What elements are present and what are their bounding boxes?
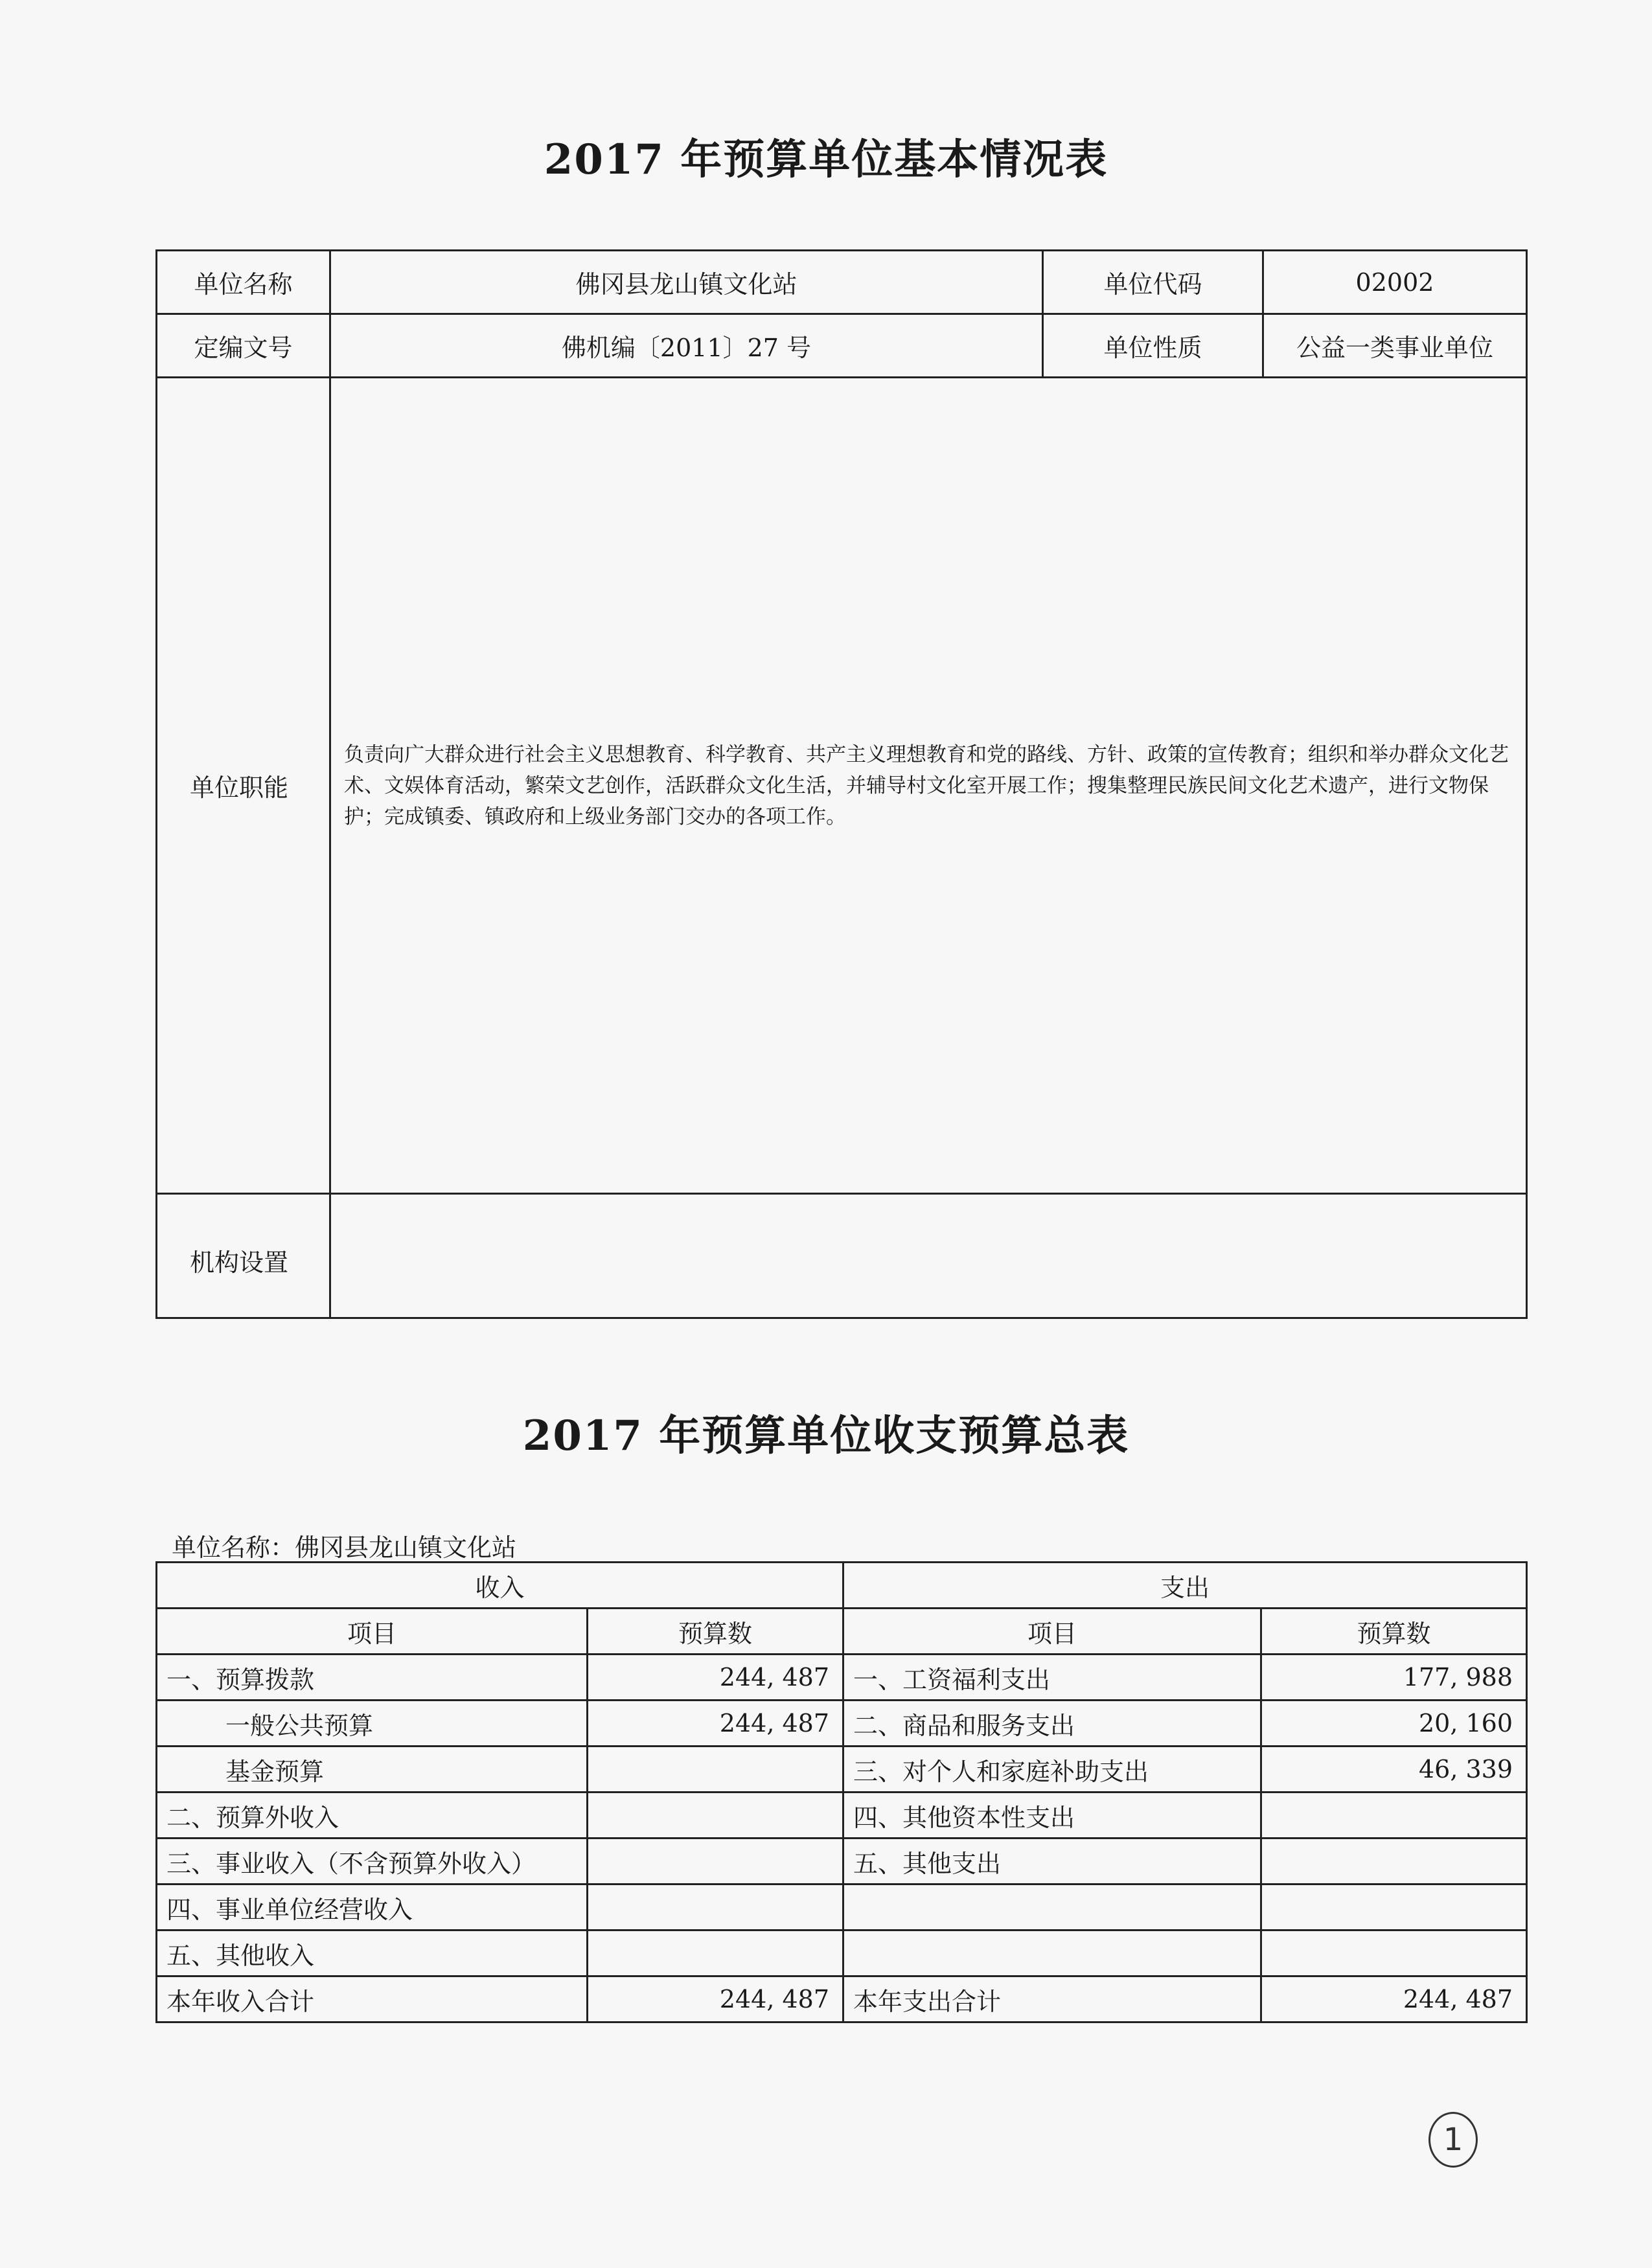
unit-code-label: 单位代码 bbox=[1043, 251, 1263, 314]
table-row bbox=[157, 1793, 1527, 1838]
expense-amount bbox=[1261, 1884, 1527, 1930]
table-row bbox=[157, 1930, 1527, 1976]
expense-item: 一、工资福利支出 bbox=[843, 1655, 1261, 1701]
income-item-header: 项目 bbox=[157, 1609, 588, 1655]
expense-amount bbox=[1261, 1838, 1527, 1884]
expense-total-amount: 244, 487 bbox=[1261, 1976, 1527, 2022]
unit-name-label: 单位名称 bbox=[157, 251, 330, 314]
income-amount bbox=[588, 1884, 843, 1930]
table-row bbox=[157, 1701, 1527, 1747]
table-row bbox=[157, 1838, 1527, 1884]
income-amount bbox=[588, 1793, 843, 1838]
income-item: 一、预算拨款 bbox=[157, 1655, 588, 1701]
expense-amount: 20, 160 bbox=[1261, 1701, 1527, 1747]
unit-name-value: 佛冈县龙山镇文化站 bbox=[330, 251, 1043, 314]
table-row bbox=[157, 1655, 1527, 1701]
function-text: 负责向广大群众进行社会主义思想教育、科学教育、共产主义理想教育和党的路线、方针、政策的宣传教育；组织和举办群众文化艺术、文娱体育活动，繁荣文艺创作，活跃群众文化生活，并辅导村文化室开展工作；搜集整理民族民间文化艺术遗产，进行文物保护；完成镇委、镇政府和上级业务部门交办的各项工作。 bbox=[330, 378, 1527, 1194]
expense-item bbox=[843, 1930, 1261, 1976]
table-row bbox=[157, 378, 1527, 1194]
expense-total-label: 本年支出合计 bbox=[843, 1976, 1261, 2022]
income-header: 收入 bbox=[157, 1563, 843, 1609]
table-row bbox=[157, 251, 1527, 314]
expense-item: 四、其他资本性支出 bbox=[843, 1793, 1261, 1838]
expense-item: 三、对个人和家庭补助支出 bbox=[843, 1747, 1261, 1793]
income-amount bbox=[588, 1838, 843, 1884]
table-header-row bbox=[157, 1609, 1527, 1655]
budget-summary-title: 2017 年预算单位收支预算总表 bbox=[522, 1412, 1130, 1460]
expense-amount bbox=[1261, 1930, 1527, 1976]
income-amount: 244, 487 bbox=[588, 1701, 843, 1747]
page-number-circle: 1 bbox=[1428, 2112, 1478, 2168]
expense-amount: 177, 988 bbox=[1261, 1655, 1527, 1701]
expense-amount: 46, 339 bbox=[1261, 1747, 1527, 1793]
unit-nature-label: 单位性质 bbox=[1043, 314, 1263, 378]
table-row bbox=[157, 1747, 1527, 1793]
org-setup-label: 机构设置 bbox=[157, 1194, 330, 1318]
table-row bbox=[157, 314, 1527, 378]
table-row bbox=[157, 1884, 1527, 1930]
table-header-row bbox=[157, 1563, 1527, 1609]
income-item: 二、预算外收入 bbox=[157, 1793, 588, 1838]
basic-info-title: 2017 年预算单位基本情况表 bbox=[544, 135, 1108, 184]
unit-nature-value: 公益一类事业单位 bbox=[1263, 314, 1527, 378]
income-amount: 244, 487 bbox=[588, 1655, 843, 1701]
table-total-row bbox=[157, 1976, 1527, 2022]
income-item: 一般公共预算 bbox=[157, 1701, 588, 1747]
income-amount bbox=[588, 1930, 843, 1976]
budget-summary-table bbox=[155, 1561, 1528, 2023]
income-total-amount: 244, 487 bbox=[588, 1976, 843, 2022]
income-item: 四、事业单位经营收入 bbox=[157, 1884, 588, 1930]
unit-code-value: 02002 bbox=[1263, 251, 1527, 314]
expense-item: 五、其他支出 bbox=[843, 1838, 1261, 1884]
income-item: 三、事业收入（不含预算外收入） bbox=[157, 1838, 588, 1884]
expense-header: 支出 bbox=[843, 1563, 1527, 1609]
income-amount bbox=[588, 1747, 843, 1793]
expense-item: 二、商品和服务支出 bbox=[843, 1701, 1261, 1747]
doc-no-label: 定编文号 bbox=[157, 314, 330, 378]
income-item: 基金预算 bbox=[157, 1747, 588, 1793]
basic-info-table bbox=[155, 249, 1528, 1319]
unit-name-line: 单位名称：佛冈县龙山镇文化站 bbox=[172, 1533, 517, 1562]
income-total-label: 本年收入合计 bbox=[157, 1976, 588, 2022]
org-setup-value bbox=[330, 1194, 1527, 1318]
expense-amount-header: 预算数 bbox=[1261, 1609, 1527, 1655]
expense-amount bbox=[1261, 1793, 1527, 1838]
income-item: 五、其他收入 bbox=[157, 1930, 588, 1976]
expense-item-header: 项目 bbox=[843, 1609, 1261, 1655]
doc-no-value: 佛机编〔2011〕27 号 bbox=[330, 314, 1043, 378]
expense-item bbox=[843, 1884, 1261, 1930]
function-label: 单位职能 bbox=[157, 378, 330, 1194]
table-row bbox=[157, 1194, 1527, 1318]
income-amount-header: 预算数 bbox=[588, 1609, 843, 1655]
